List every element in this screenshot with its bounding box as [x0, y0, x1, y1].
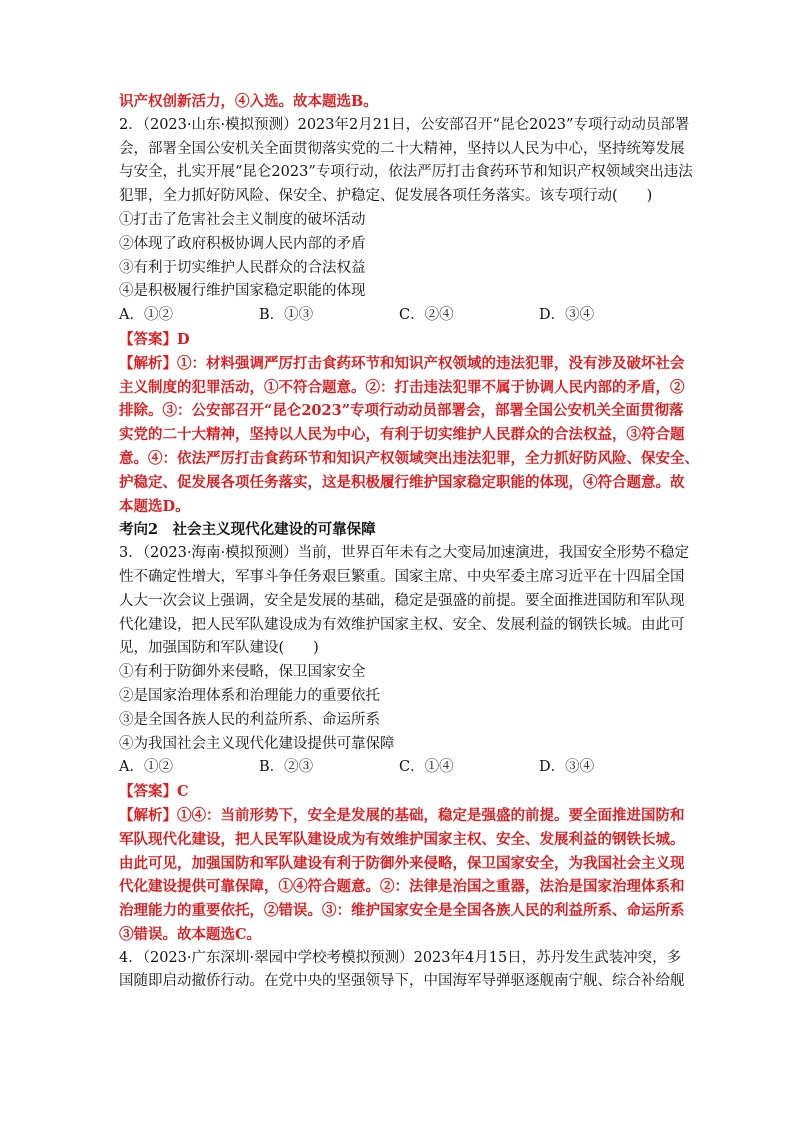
page-content: [119, 90, 699, 994]
question-stem-line: 4．（2023·广东深圳·翠园中学校考模拟预测）2023年4月15日，苏丹发生武装冲突，多: [119, 949, 682, 966]
question-stem-line: 代化建设，把人民军队建设成为有效维护国家主权、安全、发展利益的钢铁长城。由此可: [119, 616, 685, 633]
question-stem-line: 会，部署全国公安机关全面贯彻落实党的二十大精神，坚持以人民为中心，坚持统筹发展: [119, 140, 685, 157]
option-d: D．③④: [539, 307, 595, 324]
answer-options: [119, 756, 679, 780]
statement-item: ①有利于防御外来侵略，保卫国家安全: [119, 664, 366, 681]
analysis-line: 主义制度的犯罪活动，①不符合题意。②：打击违法犯罪不属于协调人民内部的矛盾，②: [119, 378, 685, 396]
analysis-line: 【解析】①④：当前形势下，安全是发展的基础，稳定是强盛的前提。要全面推进国防和: [119, 806, 685, 824]
option-c: C．①④: [399, 759, 454, 776]
question-stem-line: 国随即启动撤侨行动。在党中央的坚强领导下，中国海军导弹驱逐舰南宁舰、综合补给舰: [119, 973, 685, 990]
statement-item: ②是国家治理体系和治理能力的重要依托: [119, 687, 380, 704]
statement-item: ③有利于切实维护人民群众的合法权益: [119, 259, 366, 276]
question-stem-line: 犯罪，全力抓好防风险、保安全、护稳定、促发展各项任务落实。该专项行动( ): [119, 188, 653, 205]
section-heading: 考向2 社会主义现代化建设的可靠保障: [119, 521, 376, 539]
option-b: B．①③: [259, 307, 314, 324]
answer-options: [119, 304, 679, 328]
analysis-line: 【解析】①：材料强调严厉打击食药环节和知识产权领域的违法犯罪，没有涉及破坏社会: [119, 354, 685, 372]
statement-item: ④是积极履行维护国家稳定职能的体现: [119, 283, 366, 300]
analysis-line: 代化建设提供可靠保障，①④符合题意。②：法律是治国之重器，法治是国家治理体系和: [119, 878, 685, 896]
question-stem-line: 性不确定性增大，军事斗争任务艰巨繁重。国家主席、中央军委主席习近平在十四届全国: [119, 568, 685, 585]
option-b: B．②③: [259, 759, 314, 776]
question-stem-line: 人大一次会议上强调，安全是发展的基础，稳定是强盛的前提。要全面推进国防和军队现: [119, 592, 685, 609]
option-c: C．②④: [399, 307, 454, 324]
q1-analysis-tail: 识产权创新活力，④入选。故本题选B。: [119, 93, 378, 110]
question-2: [119, 114, 699, 519]
analysis-line: 排除。③：公安部召开“昆仑2023”专项行动动员部署会，部署全国公安机关全面贯彻落: [119, 402, 684, 420]
analysis-line: 本题选D。: [119, 497, 190, 515]
analysis-line: 意。④：依法严厉打击食药环节和知识产权领域突出违法犯罪，全力抓好防风险、保安全、: [119, 449, 699, 467]
question-stem-line: 3．（2023·海南·模拟预测）当前，世界百年未有之大变局加速演进，我国安全形势不稳定: [119, 545, 690, 562]
analysis-line: 军队现代化建设，把人民军队建设成为有效维护国家主权、安全、发展利益的钢铁长城。: [119, 830, 685, 848]
question-4: [119, 947, 685, 995]
question-stem-line: 见，加强国防和军队建设( ): [119, 640, 319, 657]
question-stem-line: 2．（2023·山东·模拟预测）2023年2月21日，公安部召开“昆仑2023”专项行动动员部署: [119, 116, 690, 133]
answer-label: 【答案】C: [119, 783, 189, 801]
answer-label: 【答案】D: [119, 330, 190, 348]
question-3: [119, 542, 690, 947]
statement-item: ②体现了政府积极协调人民内部的矛盾: [119, 235, 366, 252]
question-stem-line: 与安全，扎实开展“昆仑2023”专项行动，依法严厉打击食药环节和知识产权领域突出违法: [119, 164, 693, 181]
statement-item: ①打击了危害社会主义制度的破坏活动: [119, 211, 366, 228]
analysis-line: 护稳定、促发展各项任务落实，这是积极履行维护国家稳定职能的体现，④符合题意。故: [119, 473, 685, 491]
option-a: A．①②: [119, 307, 173, 324]
statement-item: ③是全国各族人民的利益所系、命运所系: [119, 711, 380, 728]
statement-item: ④为我国社会主义现代化建设提供可靠保障: [119, 735, 395, 752]
analysis-line: ③错误。故本题选C。: [119, 925, 262, 943]
analysis-line: 实党的二十大精神，坚持以人民为中心，有利于切实维护人民群众的合法权益，③符合题: [119, 426, 685, 444]
analysis-line: 治理能力的重要依托，②错误。③：维护国家安全是全国各族人民的利益所系、命运所系: [119, 902, 685, 920]
option-a: A．①②: [119, 759, 173, 776]
analysis-line: 由此可见，加强国防和军队建设有利于防御外来侵略，保卫国家安全，为我国社会主义现: [119, 854, 685, 872]
option-d: D．③④: [539, 759, 595, 776]
